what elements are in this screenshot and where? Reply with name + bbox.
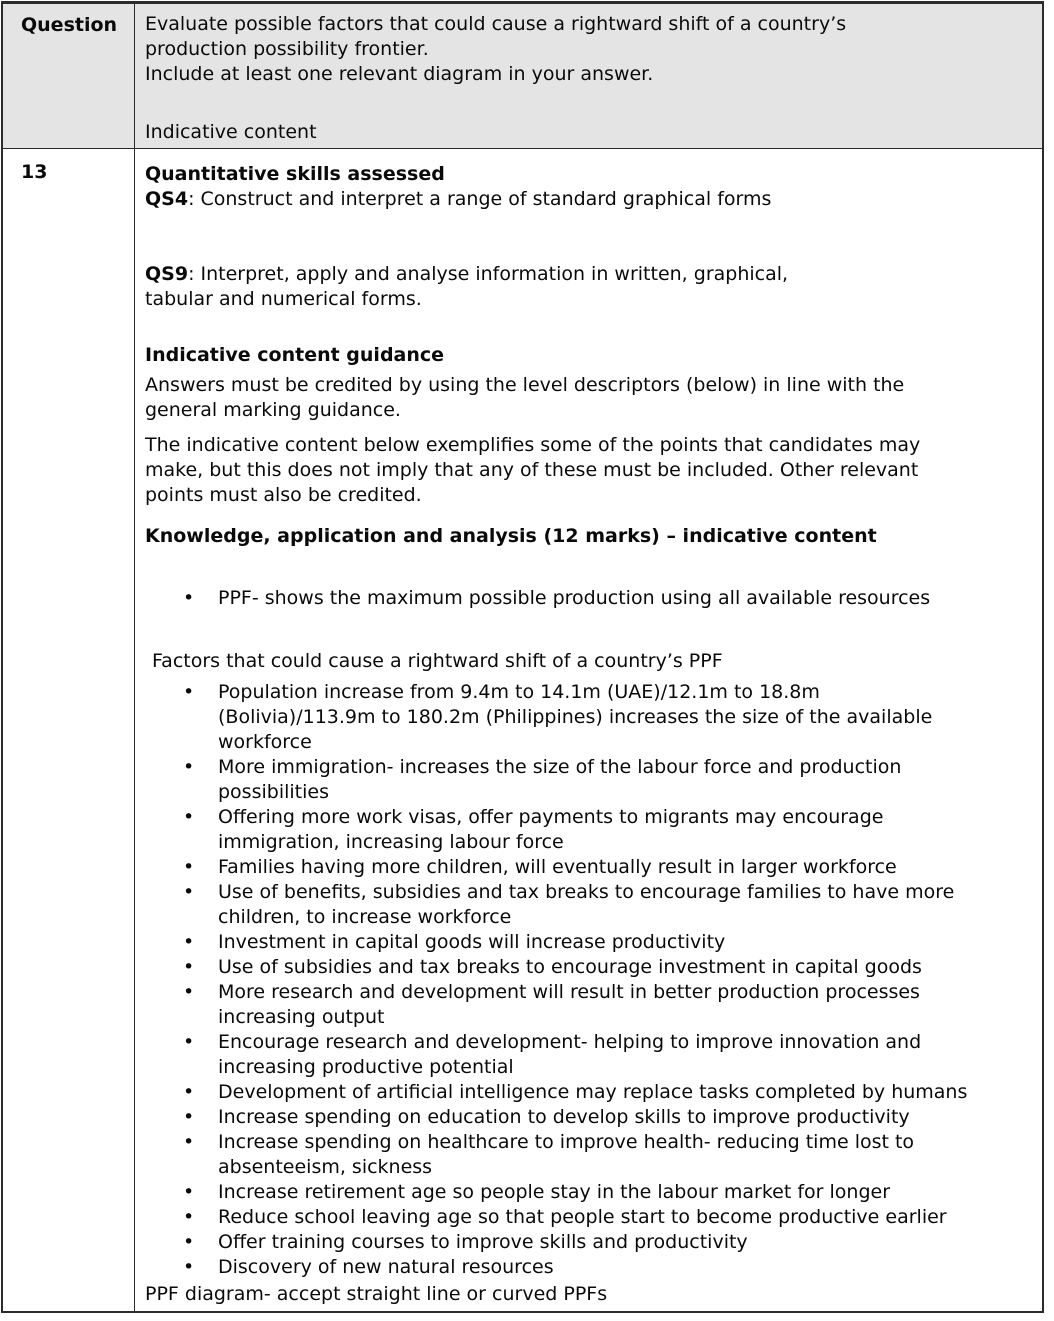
- qs9-paragraph: QS9: Interpret, apply and analyse information in written, graphical, tabular and numerical forms.: [145, 263, 789, 310]
- bullet-item: [145, 880, 1034, 930]
- spacer: [145, 212, 1034, 262]
- bullet-icon: •: [183, 681, 195, 703]
- bullet-icon: •: [183, 1206, 195, 1228]
- spacer: [145, 549, 1034, 586]
- bullet-item: [145, 586, 1034, 611]
- bullet-item: [145, 1030, 1034, 1080]
- ppf-definition-list: [145, 586, 1034, 611]
- bullet-text: More immigration- increases the size of the labour force and production possibilities: [218, 756, 902, 803]
- bullet-text: Increase spending on healthcare to improve health- reducing time lost to absenteeism, sickness: [218, 1131, 915, 1178]
- bullet-item: [145, 855, 1034, 880]
- bullet-item: [145, 1180, 1034, 1205]
- bullet-icon: •: [183, 1131, 195, 1153]
- spacer: [145, 87, 1034, 120]
- question-number: 13: [21, 161, 48, 183]
- bullet-text: Increase spending on education to develop skills to improve productivity: [218, 1106, 910, 1128]
- bullet-item: [145, 805, 1034, 855]
- factors-list: [145, 680, 1034, 1280]
- bullet-item: [145, 1230, 1034, 1255]
- bullet-icon: •: [183, 587, 195, 609]
- bullet-item: [145, 980, 1034, 1030]
- qs4-paragraph: QS4: Construct and interpret a range of standard graphical forms: [145, 188, 772, 210]
- question-number-cell: [3, 149, 135, 1311]
- bullet-text: Offering more work visas, offer payments to migrants may encourage immigration, increasing labour force: [218, 806, 884, 853]
- bullet-text: Increase retirement age so people stay in the labour market for longer: [218, 1181, 891, 1203]
- bullet-icon: •: [183, 1256, 195, 1278]
- bullet-item: [145, 755, 1034, 805]
- bullet-text: Encourage research and development- helping to improve innovation and increasing productive potential: [218, 1031, 922, 1078]
- indicative-content-label: Indicative content: [145, 121, 317, 143]
- bullet-text: Discovery of new natural resources: [218, 1256, 554, 1278]
- bullet-text: PPF- shows the maximum possible production using all available resources: [218, 587, 931, 609]
- bullet-icon: •: [183, 1181, 195, 1203]
- bullet-text: Reduce school leaving age so that people start to become productive earlier: [218, 1206, 947, 1228]
- bullet-text: Development of artificial intelligence may replace tasks completed by humans: [218, 1081, 968, 1103]
- bullet-icon: •: [183, 981, 195, 1003]
- question-header-label: Question: [21, 14, 118, 36]
- question-text: Evaluate possible factors that could cause a rightward shift of a country’s production possibility frontier. Include at least one relevant diagram in your answer.: [145, 13, 847, 85]
- bullet-icon: •: [183, 956, 195, 978]
- bullet-icon: •: [183, 856, 195, 878]
- quantitative-skills-heading: Quantitative skills assessed: [145, 163, 445, 185]
- factors-intro: Factors that could cause a rightward shift of a country’s PPF: [152, 650, 723, 672]
- bullet-icon: •: [183, 881, 195, 903]
- bullet-icon: •: [183, 1031, 195, 1053]
- guidance-paragraph-2: The indicative content below exemplifies some of the points that candidates may make, but this does not imply that any of these must be included. Other relevant points must also be credited.: [145, 434, 921, 506]
- bullet-item: [145, 1105, 1034, 1130]
- spacer: [145, 423, 1034, 433]
- guidance-paragraph-1: Answers must be credited by using the level descriptors (below) in line with the general marking guidance.: [145, 374, 905, 421]
- bullet-text: Population increase from 9.4m to 14.1m (UAE)/12.1m to 18.8m (Bolivia)/113.9m to 180.2m (Philippines) increases the size of the available workforce: [218, 681, 933, 753]
- bullet-icon: •: [183, 806, 195, 828]
- spacer: [145, 508, 1034, 524]
- bullet-item: [145, 930, 1034, 955]
- bullet-text: Use of benefits, subsidies and tax breaks to encourage families to have more children, to increase workforce: [218, 881, 955, 928]
- ppf-diagram-note: PPF diagram- accept straight line or curved PPFs: [145, 1283, 608, 1305]
- bullet-text: More research and development will result in better production processes increasing output: [218, 981, 920, 1028]
- bullet-text: Offer training courses to improve skills and productivity: [218, 1231, 748, 1253]
- knowledge-heading: Knowledge, application and analysis (12 marks) – indicative content: [145, 525, 877, 547]
- bullet-text: Families having more children, will eventually result in larger workforce: [218, 856, 897, 878]
- bullet-icon: •: [183, 756, 195, 778]
- bullet-text: Use of subsidies and tax breaks to encourage investment in capital goods: [218, 956, 922, 978]
- bullet-icon: •: [183, 931, 195, 953]
- question-text-cell: [135, 4, 1042, 149]
- mark-scheme-content-cell: [135, 149, 1042, 1311]
- bullet-icon: •: [183, 1231, 195, 1253]
- bullet-icon: •: [183, 1081, 195, 1103]
- spacer: [145, 312, 1034, 343]
- bullet-item: [145, 1205, 1034, 1230]
- spacer: [145, 611, 1034, 649]
- bullet-icon: •: [183, 1106, 195, 1128]
- bullet-text: Investment in capital goods will increase productivity: [218, 931, 726, 953]
- mark-scheme-table: [1, 1, 1044, 1313]
- question-header-cell: [3, 4, 135, 149]
- bullet-item: [145, 1255, 1034, 1280]
- bullet-item: [145, 1130, 1034, 1180]
- bullet-item: [145, 955, 1034, 980]
- bullet-item: [145, 1080, 1034, 1105]
- bullet-item: [145, 680, 1034, 755]
- indicative-content-guidance-heading: Indicative content guidance: [145, 344, 445, 366]
